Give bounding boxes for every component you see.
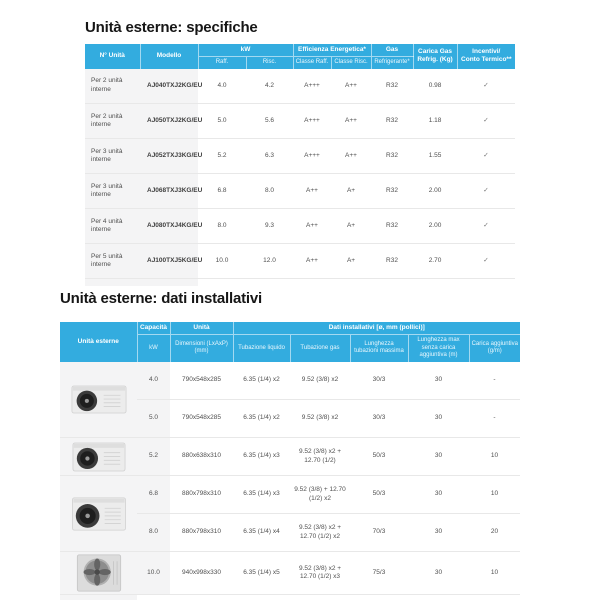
dimensioni-cell: 880x638x310	[170, 438, 233, 476]
outdoor-unit-big-icon	[76, 554, 122, 592]
tubazione-liquido-cell: 6.35 (1/4) x2	[233, 400, 290, 438]
modello-cell: AJ068TXJ3KG/EU	[140, 174, 198, 209]
lunghezza-senza-carica-cell: 30	[408, 476, 469, 514]
gray-band-stub	[85, 279, 515, 287]
dimensioni-cell: 790x548x285	[170, 362, 233, 400]
tubazione-gas-cell: 9.52 (3/8) x2	[290, 362, 350, 400]
sub-header-carica-aggiuntiva: Carica aggiuntiva (g/m)	[469, 335, 520, 362]
lunghezza-massima-cell: 70/3	[350, 514, 408, 552]
incentivi-check: ✓	[457, 69, 515, 104]
group-header-efficienza: Efficienza Energetica*	[293, 44, 371, 57]
dimensioni-cell: 940x998x330	[170, 552, 233, 595]
group-header-capacita: Capacità	[137, 322, 170, 335]
sub-header-kw: kW	[137, 335, 170, 362]
dimensioni-cell: 790x548x285	[170, 400, 233, 438]
carica-cell: 2.70	[413, 244, 457, 279]
unita-cell: Per 3 unità interne	[85, 174, 140, 209]
classe-raff-cell: A+++	[293, 104, 331, 139]
classe-raff-cell: A+++	[293, 69, 331, 104]
outdoor-unit-small-icon	[71, 384, 127, 415]
classe-risc-cell: A+	[331, 174, 371, 209]
table-row	[60, 552, 520, 595]
lunghezza-massima-cell: 30/3	[350, 362, 408, 400]
carica-cell: 2.00	[413, 174, 457, 209]
modello-cell: AJ080TXJ4KG/EU	[140, 209, 198, 244]
table-row	[85, 139, 515, 174]
lunghezza-senza-carica-cell: 30	[408, 438, 469, 476]
tubazione-liquido-cell: 6.35 (1/4) x4	[233, 514, 290, 552]
group-header-gas: Gas	[371, 44, 413, 57]
col-header-carica: Carica Gas Refrig. (Kg)	[413, 44, 457, 69]
tubazione-gas-cell: 9.52 (3/8) x2 + 12.70 (1/2)	[290, 438, 350, 476]
risc-cell: 12.0	[246, 244, 293, 279]
carica-cell: 0.98	[413, 69, 457, 104]
classe-risc-cell: A++	[331, 104, 371, 139]
carica-aggiuntiva-cell: 10	[469, 552, 520, 595]
sub-header-refrigerante: Refrigerante*	[371, 57, 413, 69]
tubazione-liquido-cell: 6.35 (1/4) x2	[233, 362, 290, 400]
lunghezza-massima-cell: 50/3	[350, 438, 408, 476]
carica-aggiuntiva-cell: 10	[469, 476, 520, 514]
outdoor-unit-large-icon	[71, 496, 127, 532]
lunghezza-senza-carica-cell: 30	[408, 514, 469, 552]
unita-cell: Per 5 unità interne	[85, 244, 140, 279]
classe-risc-cell: A+	[331, 209, 371, 244]
incentivi-check: ✓	[457, 104, 515, 139]
classe-raff-cell: A++	[293, 174, 331, 209]
capacita-cell: 6.8	[137, 476, 170, 514]
tubazione-liquido-cell: 6.35 (1/4) x3	[233, 476, 290, 514]
raff-cell: 4.0	[198, 69, 246, 104]
unita-cell: Per 2 unità interne	[85, 104, 140, 139]
section-title-specifiche: Unità esterne: specifiche	[85, 19, 258, 36]
gas-cell: R32	[371, 104, 413, 139]
gas-cell: R32	[371, 139, 413, 174]
sub-header-lunghezza-massima: Lunghezza tubazioni massima	[350, 335, 408, 362]
table-row	[85, 174, 515, 209]
lunghezza-senza-carica-cell: 30	[408, 400, 469, 438]
gas-cell: R32	[371, 244, 413, 279]
lunghezza-massima-cell: 50/3	[350, 476, 408, 514]
modello-cell: AJ050TXJ2KG/EU	[140, 104, 198, 139]
group-header-unita: Unità	[170, 322, 233, 335]
tubazione-liquido-cell: 6.35 (1/4) x3	[233, 438, 290, 476]
sub-header-risc: Risc.	[246, 57, 293, 69]
tubazione-gas-cell: 9.52 (3/8) + 12.70 (1/2) x2	[290, 476, 350, 514]
table-row	[60, 476, 520, 514]
raff-cell: 6.8	[198, 174, 246, 209]
outdoor-unit-image	[60, 438, 137, 476]
risc-cell: 6.3	[246, 139, 293, 174]
col-header-unita-esterne: Unità esterne	[60, 322, 137, 362]
table-row	[85, 104, 515, 139]
col-header-modello: Modello	[140, 44, 198, 69]
col-header-n-unita: N° Unità	[85, 44, 140, 69]
sub-header-tubazione-gas: Tubazione gas	[290, 335, 350, 362]
incentivi-check: ✓	[457, 244, 515, 279]
capacita-cell: 4.0	[137, 362, 170, 400]
gas-cell: R32	[371, 209, 413, 244]
outdoor-unit-image	[60, 552, 137, 595]
raff-cell: 5.2	[198, 139, 246, 174]
incentivi-check: ✓	[457, 209, 515, 244]
carica-aggiuntiva-cell: -	[469, 362, 520, 400]
table-row	[85, 69, 515, 104]
unita-cell: Per 4 unità interne	[85, 209, 140, 244]
carica-aggiuntiva-cell: 20	[469, 514, 520, 552]
risc-cell: 5.6	[246, 104, 293, 139]
gas-cell: R32	[371, 69, 413, 104]
capacita-cell: 10.0	[137, 552, 170, 595]
risc-cell: 8.0	[246, 174, 293, 209]
risc-cell: 9.3	[246, 209, 293, 244]
capacita-cell: 8.0	[137, 514, 170, 552]
unita-cell: Per 2 unità interne	[85, 69, 140, 104]
classe-risc-cell: A++	[331, 139, 371, 174]
col-header-incentivi: Incentivi/ Conto Termico**	[457, 44, 515, 69]
spec-table	[85, 44, 515, 286]
group-header-dati-installativi: Dati installativi [ø, mm (pollici)]	[233, 322, 520, 335]
outdoor-unit-image	[60, 476, 137, 552]
table-row	[60, 362, 520, 400]
classe-raff-cell: A++	[293, 209, 331, 244]
risc-cell: 4.2	[246, 69, 293, 104]
sub-header-classe-risc: Classe Risc.	[331, 57, 371, 69]
capacita-cell: 5.0	[137, 400, 170, 438]
carica-aggiuntiva-cell: -	[469, 400, 520, 438]
carica-cell: 1.18	[413, 104, 457, 139]
unita-cell: Per 3 unità interne	[85, 139, 140, 174]
sub-header-raff: Raff.	[198, 57, 246, 69]
incentivi-check: ✓	[457, 139, 515, 174]
table-row	[85, 209, 515, 244]
incentivi-check: ✓	[457, 174, 515, 209]
gas-cell: R32	[371, 174, 413, 209]
dimensioni-cell: 880x798x310	[170, 476, 233, 514]
install-table-header	[60, 322, 520, 362]
raff-cell: 8.0	[198, 209, 246, 244]
modello-cell: AJ040TXJ2KG/EU	[140, 69, 198, 104]
modello-cell: AJ052TXJ3KG/EU	[140, 139, 198, 174]
classe-risc-cell: A++	[331, 69, 371, 104]
spec-table-header	[85, 44, 515, 69]
raff-cell: 10.0	[198, 244, 246, 279]
classe-raff-cell: A+++	[293, 139, 331, 174]
dimensioni-cell: 880x798x310	[170, 514, 233, 552]
group-header-kw: kW	[198, 44, 293, 57]
carica-aggiuntiva-cell: 10	[469, 438, 520, 476]
outdoor-unit-medium-icon	[72, 441, 126, 473]
section-title-dati-installativi: Unità esterne: dati installativi	[60, 290, 262, 307]
capacita-cell: 5.2	[137, 438, 170, 476]
sub-header-classe-raff: Classe Raff.	[293, 57, 331, 69]
lunghezza-massima-cell: 30/3	[350, 400, 408, 438]
classe-raff-cell: A++	[293, 244, 331, 279]
sub-header-dimensioni: Dimensioni (LxAxP) (mm)	[170, 335, 233, 362]
gray-band-stub	[60, 595, 520, 600]
lunghezza-senza-carica-cell: 30	[408, 362, 469, 400]
outdoor-unit-image	[60, 362, 137, 438]
table-row	[60, 438, 520, 476]
table-row	[85, 244, 515, 279]
sub-header-tubazione-liquido: Tubazione liquido	[233, 335, 290, 362]
install-table	[60, 322, 520, 600]
modello-cell: AJ100TXJ5KG/EU	[140, 244, 198, 279]
carica-cell: 1.55	[413, 139, 457, 174]
tubazione-liquido-cell: 6.35 (1/4) x5	[233, 552, 290, 595]
lunghezza-massima-cell: 75/3	[350, 552, 408, 595]
tubazione-gas-cell: 9.52 (3/8) x2 + 12.70 (1/2) x3	[290, 552, 350, 595]
sub-header-lunghezza-senza-carica: Lunghezza max senza carica aggiuntiva (m)	[408, 335, 469, 362]
tubazione-gas-cell: 9.52 (3/8) x2 + 12.70 (1/2) x2	[290, 514, 350, 552]
lunghezza-senza-carica-cell: 30	[408, 552, 469, 595]
carica-cell: 2.00	[413, 209, 457, 244]
tubazione-gas-cell: 9.52 (3/8) x2	[290, 400, 350, 438]
classe-risc-cell: A+	[331, 244, 371, 279]
raff-cell: 5.0	[198, 104, 246, 139]
